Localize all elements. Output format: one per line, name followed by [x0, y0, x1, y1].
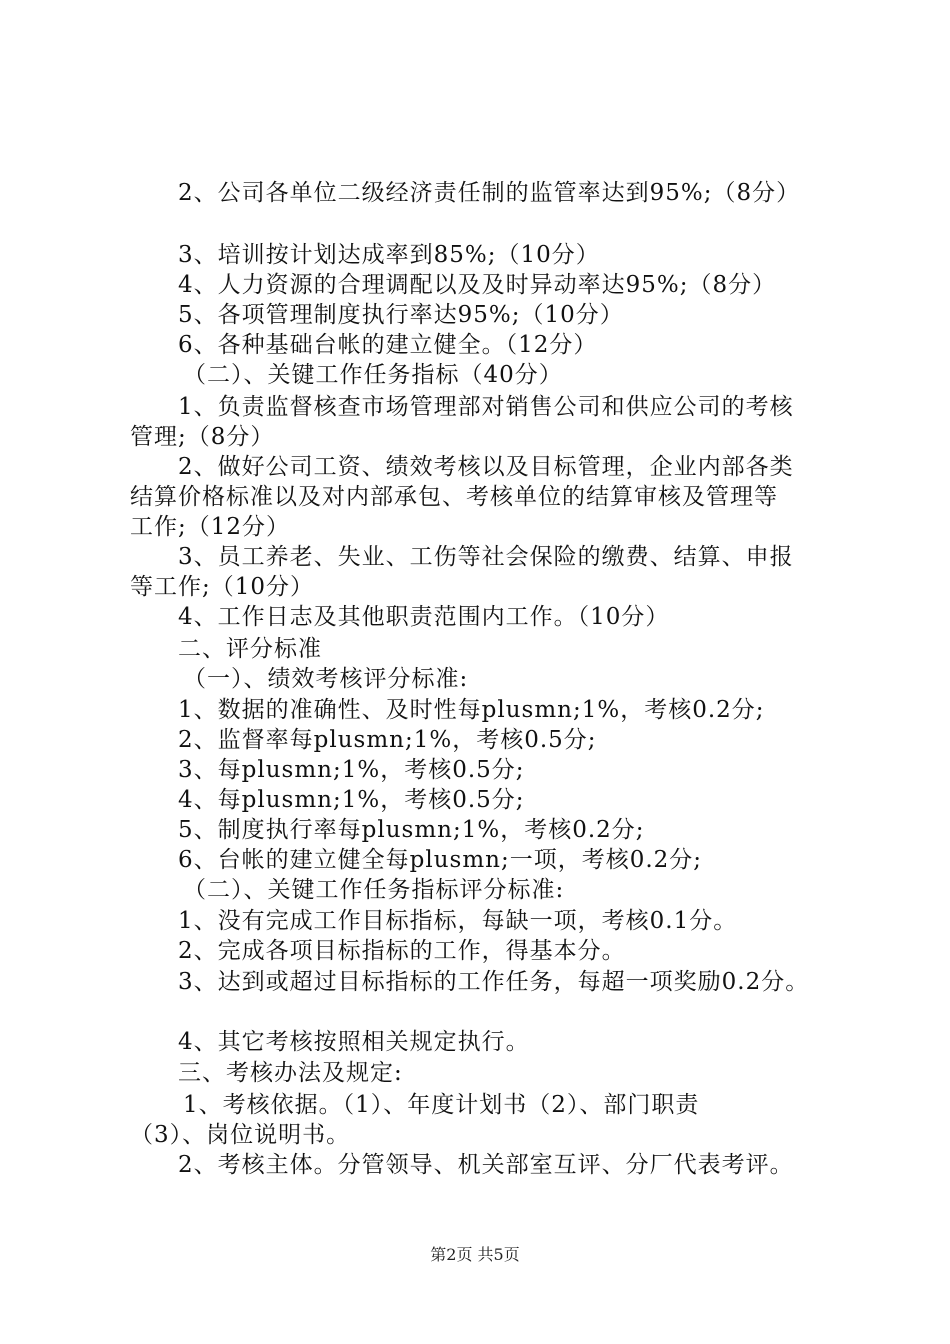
text-line: 6、台帐的建立健全每plusmn;一项，考核0.2分;	[178, 847, 703, 873]
text-line: （3）、岗位说明书。	[130, 1122, 351, 1148]
text-line: 3、培训按计划达成率到85%;（10分）	[178, 242, 600, 268]
text-line: 4、每plusmn;1%，考核0.5分;	[178, 787, 525, 813]
section-heading: 二、评分标准	[178, 636, 322, 662]
text-line: 等工作;（10分）	[130, 574, 315, 600]
text-line: 2、考核主体。分管领导、机关部室互评、分厂代表考评。	[178, 1152, 794, 1178]
text-line: 1、考核依据。（1）、年度计划书（2）、部门职责	[183, 1092, 700, 1118]
text-line: 1、数据的准确性、及时性每plusmn;1%，考核0.2分;	[178, 697, 765, 723]
text-line: 结算价格标准以及对内部承包、考核单位的结算审核及管理等	[130, 484, 778, 510]
text-line: 4、人力资源的合理调配以及及时异动率达95%;（8分）	[178, 272, 777, 298]
text-line: 5、制度执行率每plusmn;1%，考核0.2分;	[178, 817, 645, 843]
text-line: 4、其它考核按照相关规定执行。	[178, 1029, 530, 1055]
section-heading: 三、考核办法及规定:	[178, 1060, 403, 1086]
text-line: 2、公司各单位二级经济责任制的监管率达到95%;（8分）	[178, 180, 801, 206]
text-line: 3、员工养老、失业、工伤等社会保险的缴费、结算、申报	[178, 544, 794, 570]
section-heading: （一）、绩效考核评分标准:	[183, 666, 469, 692]
text-line: 工作;（12分）	[130, 514, 291, 540]
text-line: 3、达到或超过目标指标的工作任务，每超一项奖励0.2分。	[178, 969, 810, 995]
text-line: 3、每plusmn;1%，考核0.5分;	[178, 757, 525, 783]
page-number: 第2页 共5页	[430, 1245, 520, 1264]
text-line: 1、没有完成工作目标指标，每缺一项，考核0.1分。	[178, 908, 738, 934]
text-line: 6、各种基础台帐的建立健全。（12分）	[178, 332, 598, 358]
text-line: 2、做好公司工资、绩效考核以及目标管理，企业内部各类	[178, 454, 794, 480]
section-heading: （二）、关键工作任务指标（40分）	[183, 362, 563, 388]
section-heading: （二）、关键工作任务指标评分标准:	[183, 877, 565, 903]
text-line: 管理;（8分）	[130, 424, 275, 450]
text-line: 2、监督率每plusmn;1%，考核0.5分;	[178, 727, 597, 753]
text-line: 4、工作日志及其他职责范围内工作。（10分）	[178, 604, 670, 630]
text-line: 5、各项管理制度执行率达95%;（10分）	[178, 302, 624, 328]
text-line: 2、完成各项目标指标的工作，得基本分。	[178, 938, 626, 964]
text-line: 1、负责监督核查市场管理部对销售公司和供应公司的考核	[178, 394, 794, 420]
